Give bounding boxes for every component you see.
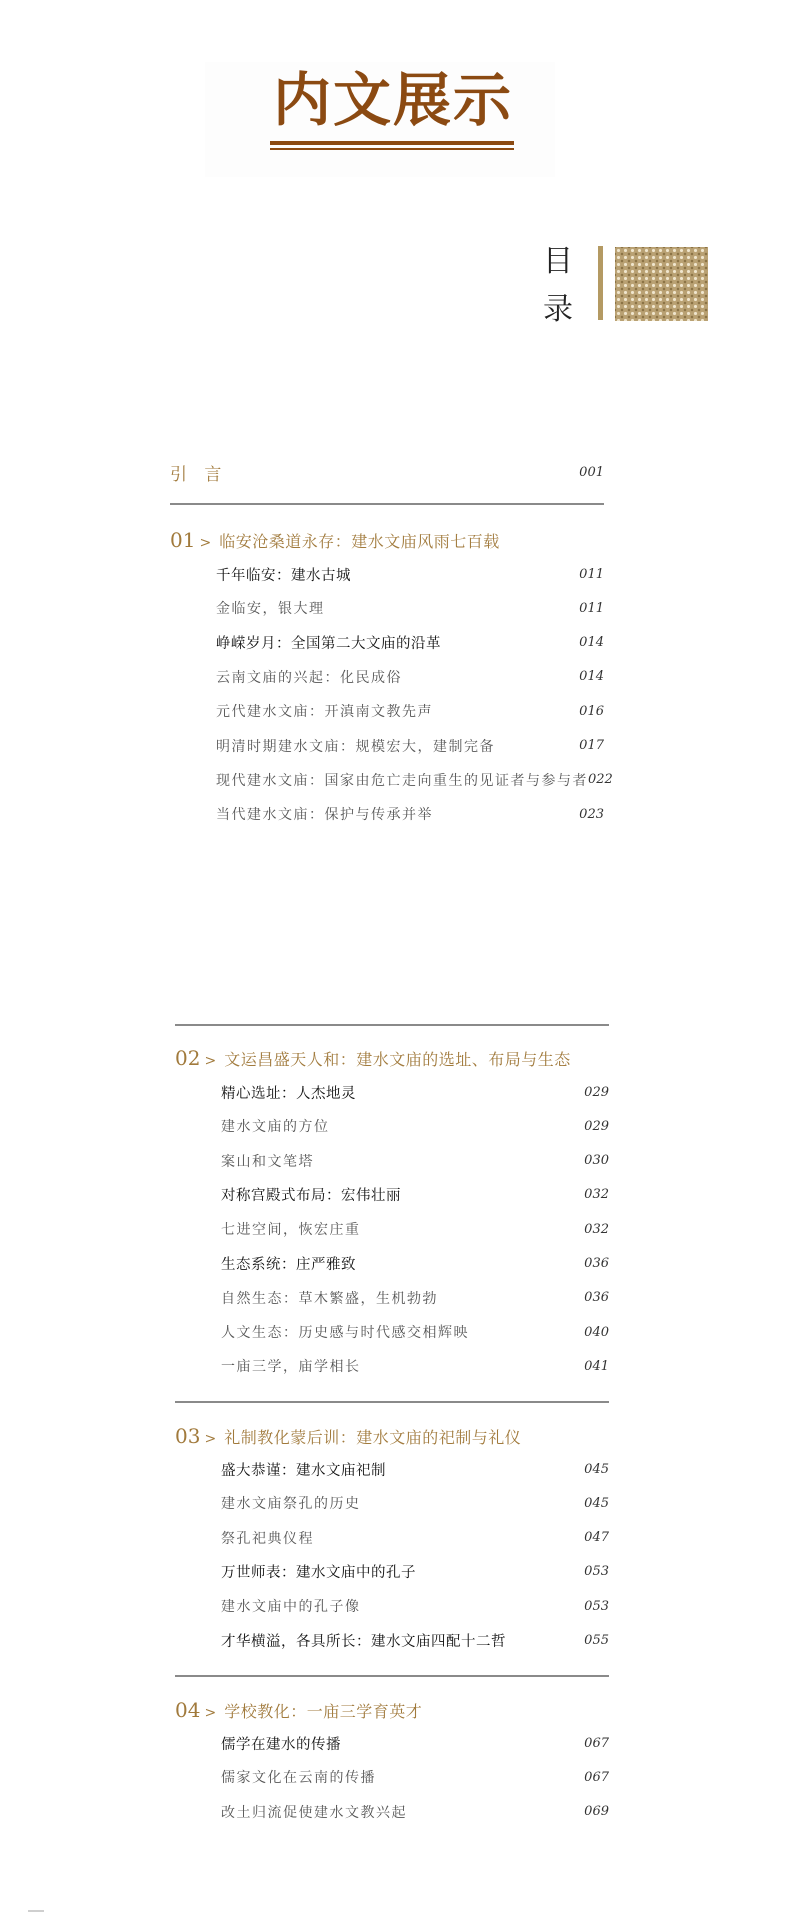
contents-accent-bar [598,246,603,320]
section-number: 02 [175,1046,201,1070]
toc-entry-label: 明清时期建水文庙：规模宏大，建制完备 [216,738,495,755]
toc-page-number: 041 [584,1358,609,1374]
toc-page-number: 067 [584,1735,609,1751]
toc-entry-label: 云南文庙的兴起：化民成俗 [216,669,402,686]
toc-page-number: 022 [588,772,613,788]
toc-entry-label: 建水文庙的方位 [221,1119,330,1136]
toc-page-number: 029 [584,1118,609,1134]
toc-section-heading[interactable] [175,1046,571,1070]
toc-intro-row[interactable] [170,460,604,485]
section-divider [175,1401,609,1403]
toc-entry[interactable] [216,736,604,756]
section-title: 礼制教化蒙后训：建水文庙的祀制与礼仪 [224,1428,522,1447]
contents-heading [540,238,576,334]
toc-entry-label: 建水文庙祭孔的历史 [221,1496,361,1513]
toc-entry[interactable] [216,564,604,584]
toc-entry-label: 一庙三学，庙学相长 [221,1359,361,1376]
toc-entry[interactable] [221,1151,609,1171]
toc-entry-label: 峥嵘岁月：全国第二大文庙的沿革 [216,636,441,653]
toc-entry-label: 金临安，银大理 [216,601,325,618]
toc-page-number: 011 [579,600,604,616]
toc-page-number: 032 [584,1187,609,1203]
toc-entry-label: 现代建水文庙：国家由危亡走向重生的见证者与参与者 [216,772,588,789]
toc-entry[interactable] [221,1082,609,1102]
chevron-right-icon: > [204,1431,217,1447]
chevron-right-icon: > [204,1705,217,1721]
section-divider [175,1675,609,1677]
section-title: 文运昌盛天人和：建水文庙的选址、布局与生态 [224,1050,571,1069]
toc-entry-label: 案山和文笔塔 [221,1153,314,1170]
toc-page-number: 053 [584,1564,609,1580]
toc-section-heading[interactable] [170,528,500,552]
section-title: 学校教化：一庙三学育英才 [224,1702,423,1721]
toc-page-number: 040 [584,1324,609,1340]
toc-page-number: 045 [584,1461,609,1477]
toc-entry[interactable] [221,1185,609,1205]
toc-page-number: 014 [579,635,604,651]
toc-entry-label: 精心选址：人杰地灵 [221,1085,356,1102]
toc-page-number: 047 [584,1530,609,1546]
section-number: 04 [175,1698,201,1722]
toc-entry-label: 儒家文化在云南的传播 [221,1770,376,1787]
page-title: 内文展示 [272,66,513,134]
toc-entry[interactable] [221,1254,609,1274]
toc-entry[interactable] [221,1596,609,1616]
toc-page-number: 055 [584,1633,609,1648]
toc-entry[interactable] [216,770,613,790]
section-title: 临安沧桑道永存：建水文庙风雨七百载 [219,532,500,551]
toc-entry[interactable] [221,1322,609,1342]
chevron-right-icon: > [199,535,212,551]
title-underline [270,141,514,145]
toc-page-number: 023 [579,806,604,822]
toc-page-number: 014 [579,669,604,685]
toc-entry-label: 才华横溢，各具所长：建水文庙四配十二哲 [221,1634,506,1650]
toc-page-number: 036 [584,1290,609,1306]
toc-entry[interactable] [216,598,604,618]
section-number: 01 [170,528,196,552]
toc-entry-label: 盛大恭谨：建水文庙祀制 [221,1462,386,1479]
toc-entry[interactable] [216,633,604,653]
toc-entry-label: 万世师表：建水文庙中的孔子 [221,1565,416,1582]
toc-entry[interactable] [221,1631,609,1651]
decorative-pattern-tile [615,247,708,321]
toc-page-number: 017 [579,738,604,753]
section-number: 03 [175,1424,201,1448]
contents-heading-line1: 目 [543,244,573,279]
title-underline-thin [270,148,514,150]
toc-entry[interactable] [221,1802,609,1822]
toc-section-heading[interactable] [175,1424,521,1448]
toc-entry-label: 建水文庙中的孔子像 [221,1599,361,1616]
toc-entry[interactable] [216,804,604,824]
toc-page-number: 001 [579,465,604,480]
toc-entry-label: 对称宫殿式布局：宏伟壮丽 [221,1188,401,1205]
toc-entry-label: 千年临安：建水古城 [216,567,351,584]
toc-entry-label: 七进空间，恢宏庄重 [221,1222,361,1239]
toc-entry-label: 儒学在建水的传播 [221,1736,341,1753]
toc-entry-label: 当代建水文庙：保护与传承并举 [216,807,433,824]
page-edge-mark [28,1910,44,1912]
toc-entry-label: 改土归流促使建水文教兴起 [221,1804,407,1821]
toc-entry[interactable] [221,1459,609,1479]
toc-page-number: 032 [584,1221,609,1237]
section-divider [170,503,604,505]
toc-entry[interactable] [221,1528,609,1548]
toc-page-number: 036 [584,1256,609,1271]
chevron-right-icon: > [204,1053,217,1069]
toc-entry[interactable] [221,1219,609,1239]
toc-entry[interactable] [221,1733,609,1753]
toc-page-number: 029 [584,1084,609,1100]
toc-page-number: 069 [584,1804,609,1820]
toc-page-number: 045 [584,1495,609,1511]
toc-entry-label: 祭孔祀典仪程 [221,1530,314,1547]
toc-page-number: 011 [579,566,604,582]
section-divider [175,1024,609,1026]
toc-entry[interactable] [216,667,604,687]
toc-section-heading[interactable] [175,1698,422,1722]
toc-page-number: 053 [584,1598,609,1614]
toc-entry[interactable] [221,1288,609,1308]
contents-heading-line2: 录 [543,292,573,327]
toc-entry[interactable] [221,1562,609,1582]
toc-intro-label: 引 言 [170,465,228,485]
toc-entry-label: 元代建水文庙：开滇南文教先声 [216,704,433,721]
toc-entry-label: 生态系统：庄严雅致 [221,1257,356,1273]
toc-entry[interactable] [221,1116,609,1136]
toc-entry-label: 人文生态：历史感与时代感交相辉映 [221,1325,469,1342]
toc-entry[interactable] [221,1767,609,1787]
toc-entry[interactable] [221,1493,609,1513]
toc-page-number: 067 [584,1769,609,1785]
toc-page-number: 030 [584,1153,609,1169]
toc-page-number: 016 [579,703,604,719]
toc-entry-label: 自然生态：草木繁盛，生机勃勃 [221,1290,438,1307]
toc-entry[interactable] [221,1356,609,1376]
toc-entry[interactable] [216,701,604,721]
